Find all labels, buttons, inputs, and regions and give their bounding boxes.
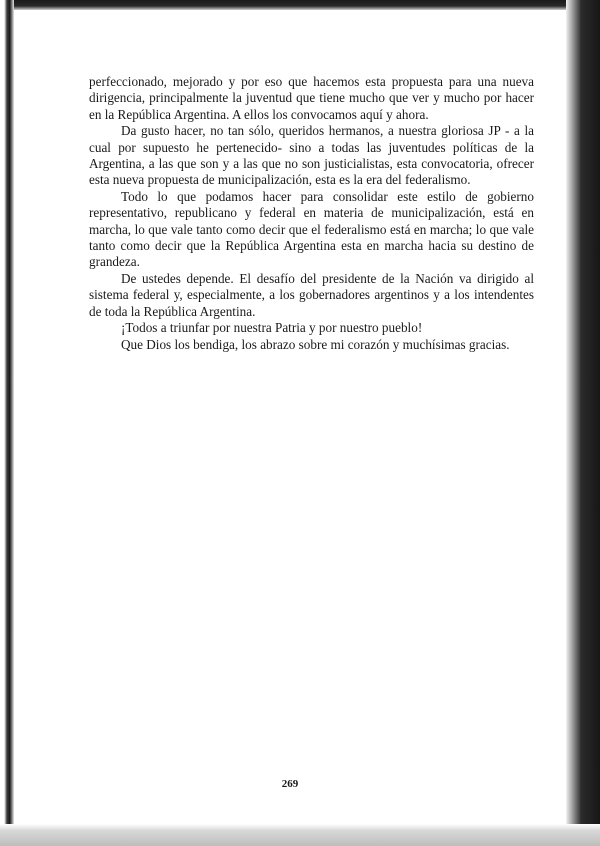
paragraph: De ustedes depende. El desafío del presidente de la Nación va dirigido al sistema federal y, especialmente, a los gobernadores argentinos y a los intendentes de toda la República Argentina. (89, 270, 534, 319)
page-number: 269 (281, 778, 299, 790)
paragraph: Que Dios los bendiga, los abrazo sobre mi corazón y muchísimas gracias. (121, 336, 510, 352)
scan-border-right (566, 0, 600, 846)
paragraph: ¡Todos a triunfar por nuestra Patria y por nuestro pueblo! (121, 320, 423, 336)
scan-border-top (0, 0, 600, 10)
body-text (89, 74, 534, 353)
paragraph: Todo lo que podamos hacer para consolidar este estilo de gobierno representativo, republicano y federal en materia de municipalización, está en marcha, lo que vale tanto como decir que el federalismo está en marcha; lo que vale tanto como decir que la República Argentina esta en marcha hacia su destino de grandeza. (89, 188, 534, 270)
paragraph: perfeccionado, mejorado y por eso que hacemos esta propuesta para una nueva dirigencia, principalmente la juventud que tiene mucho que ver y mucho por hacer en la República Argentina. A ellos los convocamos aquí y ahora. (89, 74, 534, 122)
paragraph: Da gusto hacer, no tan sólo, queridos hermanos, a nuestra gloriosa JP - a la cual por supuesto he pertenecido- sino a todas las juventudes políticas de la Argentina, a las que son y a las que no son justicialistas, esta convocatoria, ofrecer esta nueva propuesta de municipalización, esta es la era del federalismo. (89, 123, 534, 188)
scan-border-left (0, 0, 14, 846)
scan-border-bottom (0, 824, 600, 846)
document-page (14, 10, 566, 824)
